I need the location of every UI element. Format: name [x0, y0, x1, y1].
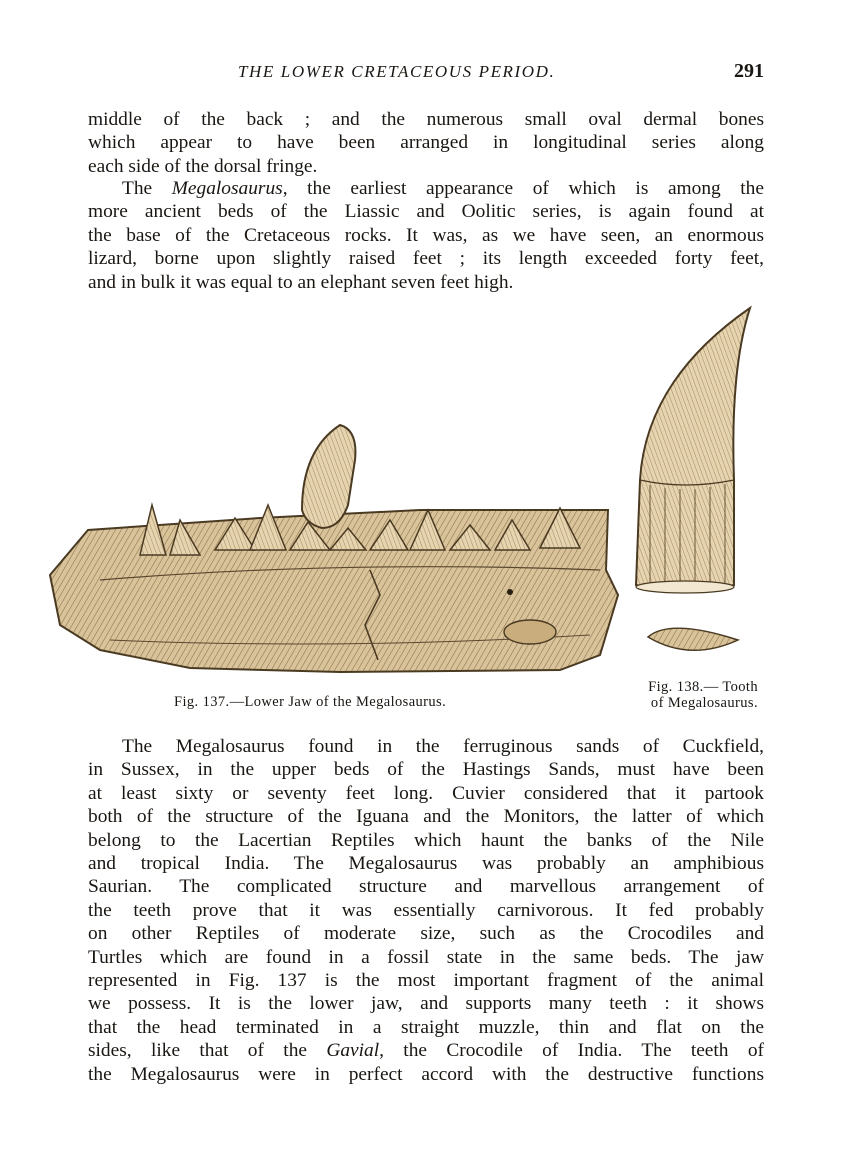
running-title: THE LOWER CRETACEOUS PERIOD.: [238, 62, 556, 81]
text-line: both of the structure of the Iguana and the Monitors, the latter of which: [88, 806, 764, 828]
text-line: Saurian. The complicated structure and marvellous arrangement of: [88, 876, 764, 898]
text-line: middle of the back ; and the numerous small oval dermal bones: [88, 109, 764, 130]
text-line: each side of the dorsal fringe.: [88, 155, 318, 177]
caption-line: of Megalosaurus.: [650, 695, 758, 711]
paragraph-1: [88, 108, 764, 178]
text-line: on other Reptiles of moderate size, such as the Crocodiles and: [88, 923, 764, 945]
page-header: [88, 62, 764, 86]
text-line: and in bulk it was equal to an elephant seven feet high.: [88, 271, 514, 293]
text-fragment: sides, like that of the: [88, 1040, 307, 1062]
lower-jaw-illustration: [40, 410, 620, 695]
text-line: which appear to have been arranged in longitudinal series along: [88, 132, 764, 154]
text-line: Turtles which are found in a fossil state in the same beds. The jaw: [88, 946, 764, 968]
text-line: belong to the Lacertian Reptiles which haunt the banks of the Nile: [88, 829, 764, 851]
text-line: the base of the Cretaceous rocks. It was, as we have seen, an enormous: [88, 224, 764, 246]
paragraph-3: [88, 735, 764, 1086]
text-fragment: The: [122, 178, 153, 199]
tooth-illustration: [630, 300, 760, 670]
text-line: lizard, borne upon slightly raised feet ; its length exceeded forty feet,: [88, 248, 764, 270]
figure-137-caption: Fig. 137.—Lower Jaw of the Megalosaurus.: [174, 694, 447, 710]
text-line: in Sussex, in the upper beds of the Hastings Sands, must have been: [88, 759, 764, 781]
italic-term: Gavial,: [326, 1040, 384, 1062]
text-line: we possess. It is the lower jaw, and supports many teeth : it shows: [88, 993, 764, 1015]
text-line: the Megalosaurus were in perfect accord with the destructive functions: [88, 1063, 764, 1085]
text-fragment: , the earliest appearance of which is among the: [282, 178, 764, 199]
text-line: represented in Fig. 137 is the most important fragment of the animal: [88, 970, 764, 992]
text-line: that the head terminated in a straight muzzle, thin and flat on the: [88, 1016, 764, 1038]
text-line: and tropical India. The Megalosaurus was probably an amphibious: [88, 853, 764, 875]
text-line: [88, 177, 764, 200]
text-line: The Megalosaurus found in the ferruginous sands of Cuckfield,: [122, 736, 764, 757]
text-line: at least sixty or seventy feet long. Cuvier considered that it partook: [88, 782, 764, 804]
caption-line: Fig. 138.— Tooth: [648, 679, 758, 695]
figure-138-caption: [612, 679, 758, 711]
text-line: the teeth prove that it was essentially carnivorous. It fed probably: [88, 899, 764, 921]
text-fragment: the Crocodile of India. The teeth of: [383, 1040, 764, 1062]
page-number: 291: [734, 60, 764, 82]
paragraph-2: [88, 177, 764, 294]
text-line: more ancient beds of the Liassic and Oolitic series, is again found at: [88, 201, 764, 223]
text-line: [88, 1039, 764, 1062]
italic-term: Megalosaurus: [171, 178, 283, 199]
